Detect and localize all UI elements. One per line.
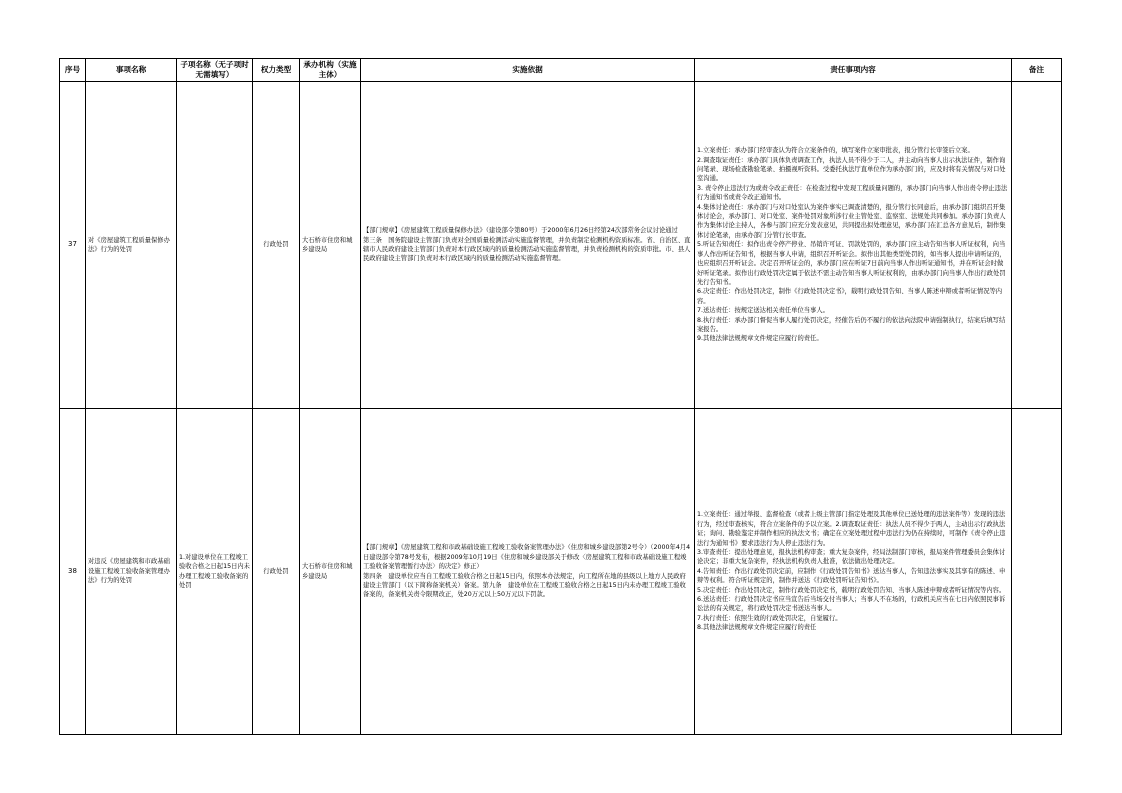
row-item-name: 对《房屋建筑工程质量保修办法》行为的处罚: [86, 82, 177, 409]
row-power-type: 行政处罚: [253, 409, 300, 735]
table-row: [60, 409, 1062, 735]
responsibility-table: [59, 58, 1062, 735]
header-remarks: 备注: [1012, 59, 1062, 82]
row-duties: 1.立案责任：承办部门经审查认为符合立案条件的，填写案件立案审批表，报分管行长审签后立案。 2.调查取证责任：承办部门具体负责调查工作，执法人员不得少于二人，并主动向当事人出示执法证件，制作询问笔录、现场检查勘验笔录、拍摄视听资料。受委托执法厅直单位作为承办部门的，应及时将有关情况与对口处室沟通。 3. 责令停止违法行为或责令改正责任：在检查过程中发现工程质量问题的，承办部门向当事人作出责令停止违法行为通知书或责令改正通知书。 4.集体讨论责任：承办部门与对口处室认为案件事实已调查清楚的，报分管行长同意后，由承办部门组织召开集体讨论会，承办部门、对口处室、案件处罚对象所涉行业主管处室、监察室、法规处共同参加。承办部门负责人作为集体讨论主持人，各参与部门应充分发表意见，共同提出拟处理意见，承办部门在汇总各方意见后，制作集体讨论笔录，由承办部门分管行长审查。 5.听证告知责任：拟作出责令停产停业、吊销许可证、罚款处罚的，承办部门应主动告知当事人听证权利，向当事人作出听证告知书，根据当事人申请，组织召开听证会。拟作出其他类型处罚的，如当事人提出申请听证的，也应组织召开听证会。决定召开听证会的，承办部门应在听证7日前向当事人作出听证通知书，并在听证会时做好听证笔录。拟作出行政处罚决定属于依法不需主动告知当事人听证权利的，由承办部门向当事人作出行政处罚先行告知书。 6.决定责任：作出处罚决定，制作《行政处罚决定书》，载明行政处罚告知、当事人陈述申辩或者听证情况等内容。 7.送达责任：按规定送达相关责任单位当事人。 8.执行责任：承办部门督促当事人履行处罚决定，经催告后仍不履行的依法向法院申请强制执行，结案后填写结案报告。 9.其他法律法规规章文件规定应履行的责任。: [695, 82, 1012, 409]
table-row: [60, 82, 1062, 409]
row-agency: 大石桥市住房和城乡建设局: [300, 82, 361, 409]
header-basis: 实施依据: [361, 59, 695, 82]
row-remarks: [1012, 82, 1062, 409]
header-agency: 承办机构（实施主体）: [300, 59, 361, 82]
row-power-type: 行政处罚: [253, 82, 300, 409]
row-sub-item: 1.对建设单位在工程竣工验收合格之日起15日内未办理工程竣工验收备案的处罚: [177, 409, 253, 735]
row-agency: 大石桥市住房和城乡建设局: [300, 409, 361, 735]
header-item-name: 事项名称: [86, 59, 177, 82]
header-sub-item: 子项名称（无子项时无需填写）: [177, 59, 253, 82]
row-basis: 【部门规章】《房屋建筑工程和市政基础设施工程竣工验收备案管理办法》（住房和城乡建设部第2号令）（2000年4月4日建设部令第78号发布，根据2009年10月19日《住房和城乡建设部关于修改〈房屋建筑工程和市政基础设施工程竣工验收备案管理暂行办法〉的决定》修正） 第四条 建设单位应当自工程竣工验收合格之日起15日内，依照本办法规定，向工程所在地的县级以上地方人民政府建设主管部门（以下简称备案机关）备案。第九条 建设单位在工程竣工验收合格之日起15日内未办理工程竣工验收备案的，备案机关责令限期改正，处20万元以上50万元以下罚款。: [361, 409, 695, 735]
row-item-name: 对违反《房屋建筑和市政基础设施工程竣工验收备案管理办法》行为的处罚: [86, 409, 177, 735]
row-basis: 【部门规章】《房屋建筑工程质量保修办法》（建设部令第80号）于2000年6月26日经第24次部常务会议讨论通过 第三条 国务院建设主管部门负责对全国质量检测活动实施监督管理，并负责制定检测机构资质标准。省、自治区、直辖市人民政府建设主管部门负责对本行政区域内的质量检测活动实施监督管理，并负责检测机构的资质审批。市、县人民政府建设主管部门负责对本行政区域内的质量检测活动实施监督管理。: [361, 82, 695, 409]
row-no: 38: [60, 409, 86, 735]
header-no: 序号: [60, 59, 86, 82]
header-duties: 责任事项内容: [695, 59, 1012, 82]
row-sub-item: [177, 82, 253, 409]
header-power-type: 权力类型: [253, 59, 300, 82]
row-duties: 1.立案责任：通过举报、监督检查（或者上级主管部门指定处理及其他单位已送处理的违法案件等）发现的违法行为，经过审查核实，符合立案条件的予以立案。2.调查取证责任：执法人员不得少于两人，主动出示行政执法证；询问、勘验鉴定并制作相应的执法文书；确定在立案处理过程中违法行为仍在持续时，可制作《责令停止违法行为通知书》要求违法行为人停止违法行为。 3.审查责任：提出处理意见，报执法机构审查；重大复杂案件，经局法制部门审核，报局案件管理委员会集体讨论决定；非重大复杂案件，经执法机构负责人批准，依法做出处理决定。 4.告知责任：作出行政处罚决定前，应制作《行政处罚告知书》送达当事人，告知违法事实及其享有的陈述、申辩等权利。符合听证规定的，制作并送达《行政处罚听证告知书》。 5.决定责任：作出处罚决定，制作行政处罚决定书，载明行政处罚告知、当事人陈述申辩或者听证情况等内容。 6.送达责任：行政处罚决定书应当宣告后当场交付当事人；当事人不在场的，行政机关应当在七日内依照民事诉讼法的有关规定，将行政处罚决定书送达当事人。 7.执行责任：依照生效的行政处罚决定，自觉履行。 8.其他法律法规规章文件规定应履行的责任: [695, 409, 1012, 735]
row-no: 37: [60, 82, 86, 409]
header-row: [60, 59, 1062, 82]
row-remarks: [1012, 409, 1062, 735]
